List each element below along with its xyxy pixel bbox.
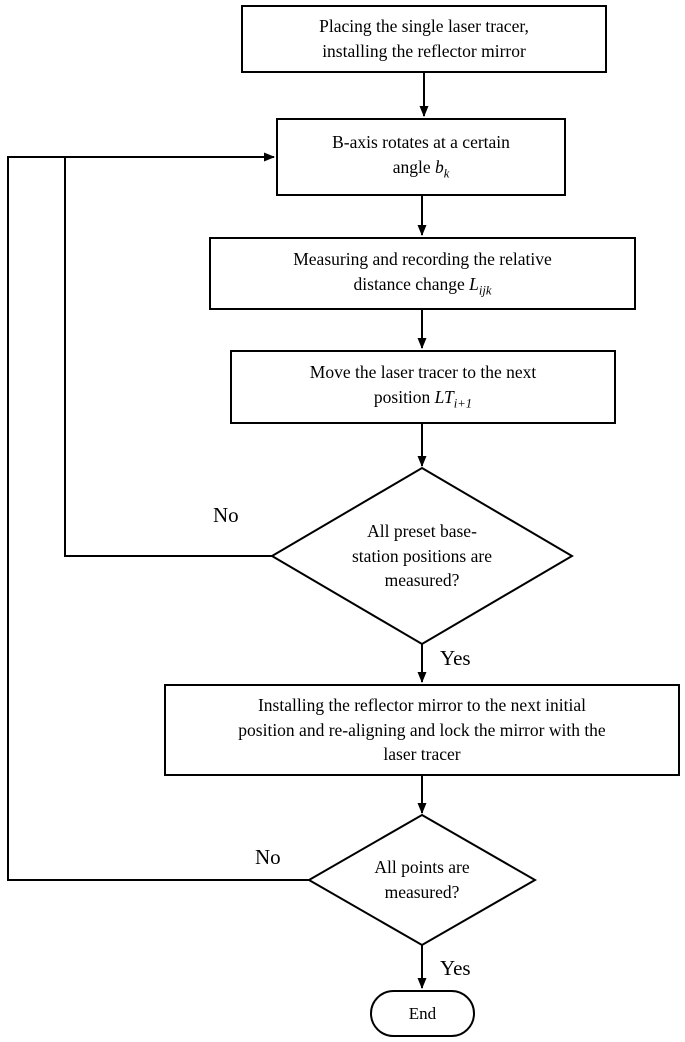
variable-lt: LT — [434, 387, 454, 408]
node-text-line: Installing the reflector mirror to the next initial — [257, 694, 587, 715]
node-text-line: laser tracer — [383, 744, 461, 765]
node-text-part: distance change — [353, 273, 470, 294]
node-place-laser-tracer — [241, 5, 607, 73]
decision-text-line: All points are — [374, 857, 470, 878]
variable-l: L — [469, 273, 479, 294]
variable-b: b — [434, 157, 444, 178]
decision-text-line: measured? — [384, 882, 460, 902]
decision-text-line: All preset base- — [367, 520, 477, 541]
decision-text-line: station positions are — [352, 545, 492, 566]
node-move-laser-tracer — [230, 350, 616, 424]
decision2-text — [312, 855, 532, 905]
node-text-line — [393, 155, 450, 183]
branch-label-yes-2: Yes — [440, 956, 471, 980]
node-text-line — [374, 385, 472, 413]
subscript-ijk: ijk — [478, 283, 492, 298]
node-install-reflector-mirror — [164, 684, 680, 776]
node-text-part: angle — [392, 157, 435, 178]
branch-label-yes-1: Yes — [440, 646, 471, 670]
node-text-line: installing the reflector mirror — [322, 41, 526, 61]
node-text-line: Measuring and recording the relative — [293, 248, 552, 269]
branch-label-no-2: No — [255, 845, 281, 869]
subscript-i-plus-1: i+1 — [453, 396, 473, 411]
node-measure-record-distance — [209, 237, 636, 310]
node-text-line — [354, 272, 492, 300]
node-text-part: position — [373, 387, 435, 408]
subscript-k: k — [443, 166, 450, 181]
branch-label-no-1: No — [213, 503, 239, 527]
node-b-axis-rotates — [276, 118, 566, 196]
end-label: End — [408, 1003, 437, 1023]
decision-text-line: measured? — [384, 570, 460, 591]
node-text-line: Placing the single laser tracer, — [319, 16, 529, 37]
node-end-terminal — [370, 990, 475, 1037]
node-text-line: position and re-aligning and lock the mirror with the — [238, 719, 606, 740]
node-text-line: Move the laser tracer to the next — [309, 362, 537, 383]
decision1-text — [292, 518, 552, 594]
node-text-line: B-axis rotates at a certain — [332, 132, 510, 153]
